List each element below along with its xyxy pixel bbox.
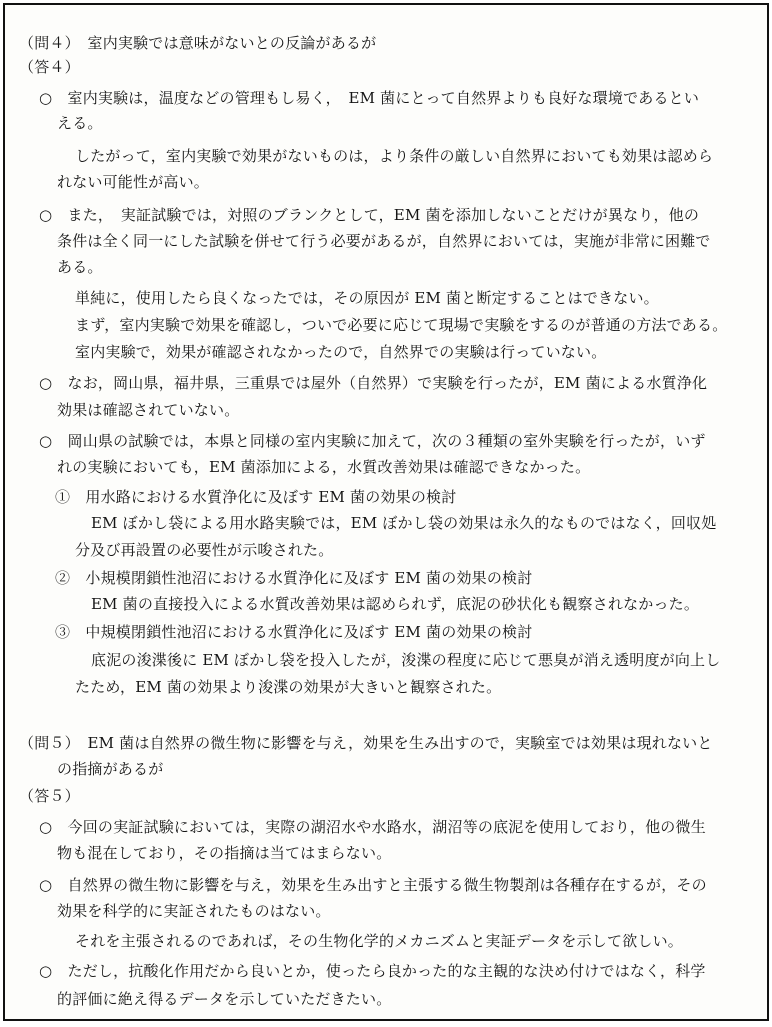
text-line: 物も混在しており，その指摘は当てはまらない。: [57, 844, 392, 862]
text-line: EM 菌の直接投入による水質改善効果は認められず，底泥の砂状化も観察されなかった。: [91, 595, 700, 613]
text-line: ② 小規模閉鎖性池沼における水質浄化に及ぼす EM 菌の効果の検討: [55, 569, 533, 587]
text-line: ○ 自然界の微生物に影響を与え，効果を生み出すと主張する微生物製剤は各種存在するが，その: [39, 876, 707, 894]
question-5-line-1: （問５） EM 菌は自然界の微生物に影響を与え，効果を生み出すので，実験室では効果は現れないと: [19, 734, 713, 752]
text-line: それを主張されるのであれば，その生物化学的メカニズムと実証データを示して欲しい。: [75, 932, 684, 950]
text-line: 的評価に絶え得るデータを示していただきたい。: [57, 990, 392, 1008]
text-line: 底泥の浚渫後に EM ぼかし袋を投入したが，浚渫の程度に応じて悪臭が消え透明度が向上し: [91, 651, 721, 669]
text-line: 条件は全く同一にした試験を併せて行う必要があるが，自然界においては，実施が非常に困難で: [57, 232, 711, 250]
text-line: ○ ただし，抗酸化作用だから良いとか，使ったら良かった的な主観的な決め付けではなく，科学: [39, 962, 706, 980]
text-line: 単純に，使用したら良くなったでは，その原因が EM 菌と断定することはできない。: [75, 289, 659, 307]
text-line: ③ 中規模閉鎖性池沼における水質浄化に及ぼす EM 菌の効果の検討: [55, 623, 533, 641]
text-line: たため，EM 菌の効果より浚渫の効果が大きいと観察された。: [75, 678, 502, 696]
text-line: ○ 岡山県の試験では，本県と同様の室内実験に加えて，次の３種類の室外実験を行ったが，いず: [39, 432, 706, 450]
text-line: える。: [57, 114, 103, 132]
text-line: 室内実験で，効果が確認されなかったので，自然界での実験は行っていない。: [75, 343, 607, 361]
answer-4-label: （答４）: [19, 58, 80, 76]
text-line: れない可能性が高い。: [57, 173, 210, 191]
text-line: ① 用水路における水質浄化に及ぼす EM 菌の効果の検討: [55, 488, 457, 506]
answer-5-label: （答５）: [19, 787, 80, 805]
question-5-line-2: の指摘があるが: [57, 760, 164, 778]
text-line: 効果を科学的に実証されたものはない。: [57, 902, 331, 920]
text-line: 効果は確認されていない。: [57, 401, 240, 419]
text-line: ○ 室内実験は，温度などの管理もし易く， EM 菌にとって自然界よりも良好な環境であるとい: [39, 89, 700, 107]
document-page: [3, 3, 769, 1021]
text-line: 分及び再設置の必要性が示唆された。: [75, 541, 334, 559]
text-line: れの実験においても，EM 菌添加による，水質改善効果は確認できなかった。: [57, 458, 591, 476]
text-line: ○ 今回の実証試験においては，実際の湖沼水や水路水，湖沼等の底泥を使用しており，他の微生: [39, 818, 706, 836]
text-line: ○ なお，岡山県，福井県，三重県では屋外（自然界）で実験を行ったが，EM 菌による水質浄化: [39, 374, 708, 392]
text-line: ある。: [57, 258, 103, 276]
question-4: （問４） 室内実験では意味がないとの反論があるが: [19, 34, 377, 52]
text-line: EM ぼかし袋による用水路実験では，EM ぼかし袋の効果は永久的なものではなく，回収処: [91, 514, 717, 532]
text-line: まず，室内実験で効果を確認し，ついで必要に応じて現場で実験をするのが普通の方法である。: [75, 316, 728, 334]
text-line: したがって，室内実験で効果がないものは，より条件の厳しい自然界においても効果は認めら: [75, 147, 714, 165]
text-line: ○ また， 実証試験では，対照のブランクとして，EM 菌を添加しないことだけが異なり，他の: [39, 206, 700, 224]
